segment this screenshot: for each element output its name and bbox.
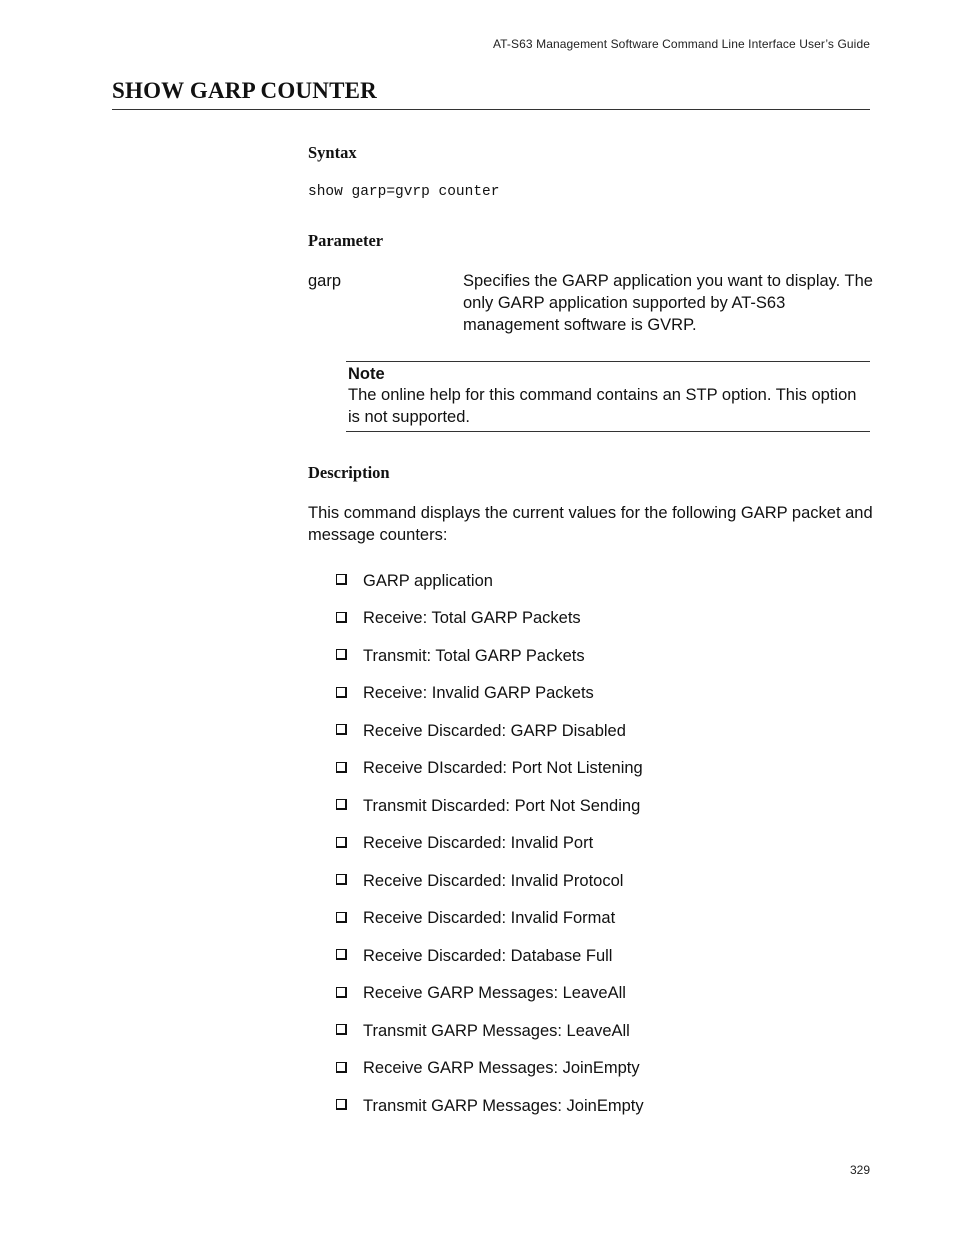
counter-list (336, 565, 644, 1128)
list-item (336, 978, 644, 1016)
note-text: The online help for this command contains an STP option. This option is not supported. (348, 386, 857, 426)
list-item (336, 790, 644, 828)
list-item-text: Transmit: Total GARP Packets (363, 646, 585, 665)
list-item (336, 1053, 644, 1091)
list-item (336, 715, 644, 753)
list-item-text: Receive GARP Messages: JoinEmpty (363, 1059, 640, 1078)
description-heading: Description (308, 463, 390, 482)
list-item (336, 1015, 644, 1053)
title-rule (112, 109, 870, 110)
checkbox-bullet-icon (336, 1099, 347, 1110)
list-item-text: Transmit GARP Messages: JoinEmpty (363, 1096, 644, 1115)
list-item (336, 940, 644, 978)
checkbox-bullet-icon (336, 1024, 347, 1035)
running-header: AT-S63 Management Software Command Line Interface User’s Guide (492, 37, 870, 51)
list-item (336, 565, 644, 603)
checkbox-bullet-icon (336, 912, 347, 923)
list-item-text: Receive: Invalid GARP Packets (363, 684, 594, 703)
list-item-text: Receive: Total GARP Packets (363, 609, 581, 628)
list-item (336, 865, 644, 903)
list-item-text: GARP application (363, 571, 493, 590)
checkbox-bullet-icon (336, 724, 347, 735)
checkbox-bullet-icon (336, 837, 347, 848)
syntax-command: show garp=gvrp counter (308, 184, 500, 200)
list-item (336, 903, 644, 941)
page-title: SHOW GARP COUNTER (112, 78, 377, 103)
list-item-text: Receive Discarded: Database Full (363, 946, 613, 965)
syntax-heading: Syntax (308, 143, 357, 162)
checkbox-bullet-icon (336, 1062, 347, 1073)
list-item-text: Receive Discarded: Invalid Protocol (363, 871, 624, 890)
list-item (336, 603, 644, 641)
checkbox-bullet-icon (336, 612, 347, 623)
list-item-text: Receive Discarded: Invalid Format (363, 909, 616, 928)
checkbox-bullet-icon (336, 874, 347, 885)
list-item-text: Receive Discarded: Invalid Port (363, 834, 594, 853)
list-item (336, 1090, 644, 1128)
note-label: Note (348, 365, 385, 383)
checkbox-bullet-icon (336, 574, 347, 585)
parameter-description: Specifies the GARP application you want to display. The only GARP application supported by AT-S63 management software is GVRP. (463, 272, 873, 334)
list-item-text: Receive GARP Messages: LeaveAll (363, 984, 626, 1003)
page-number: 329 (849, 1163, 870, 1177)
checkbox-bullet-icon (336, 987, 347, 998)
list-item (336, 678, 644, 716)
checkbox-bullet-icon (336, 687, 347, 698)
description-text: This command displays the current values for the following GARP packet and message counters: (308, 504, 873, 544)
parameter-heading: Parameter (308, 231, 384, 250)
list-item-text: Receive Discarded: GARP Disabled (363, 721, 626, 740)
checkbox-bullet-icon (336, 799, 347, 810)
parameter-name: garp (308, 272, 342, 290)
checkbox-bullet-icon (336, 762, 347, 773)
list-item (336, 753, 644, 791)
checkbox-bullet-icon (336, 649, 347, 660)
list-item-text: Receive DIscarded: Port Not Listening (363, 759, 643, 778)
list-item (336, 640, 644, 678)
list-item-text: Transmit Discarded: Port Not Sending (363, 796, 641, 815)
list-item (336, 828, 644, 866)
checkbox-bullet-icon (336, 949, 347, 960)
note-box (346, 361, 870, 432)
list-item-text: Transmit GARP Messages: LeaveAll (363, 1021, 630, 1040)
